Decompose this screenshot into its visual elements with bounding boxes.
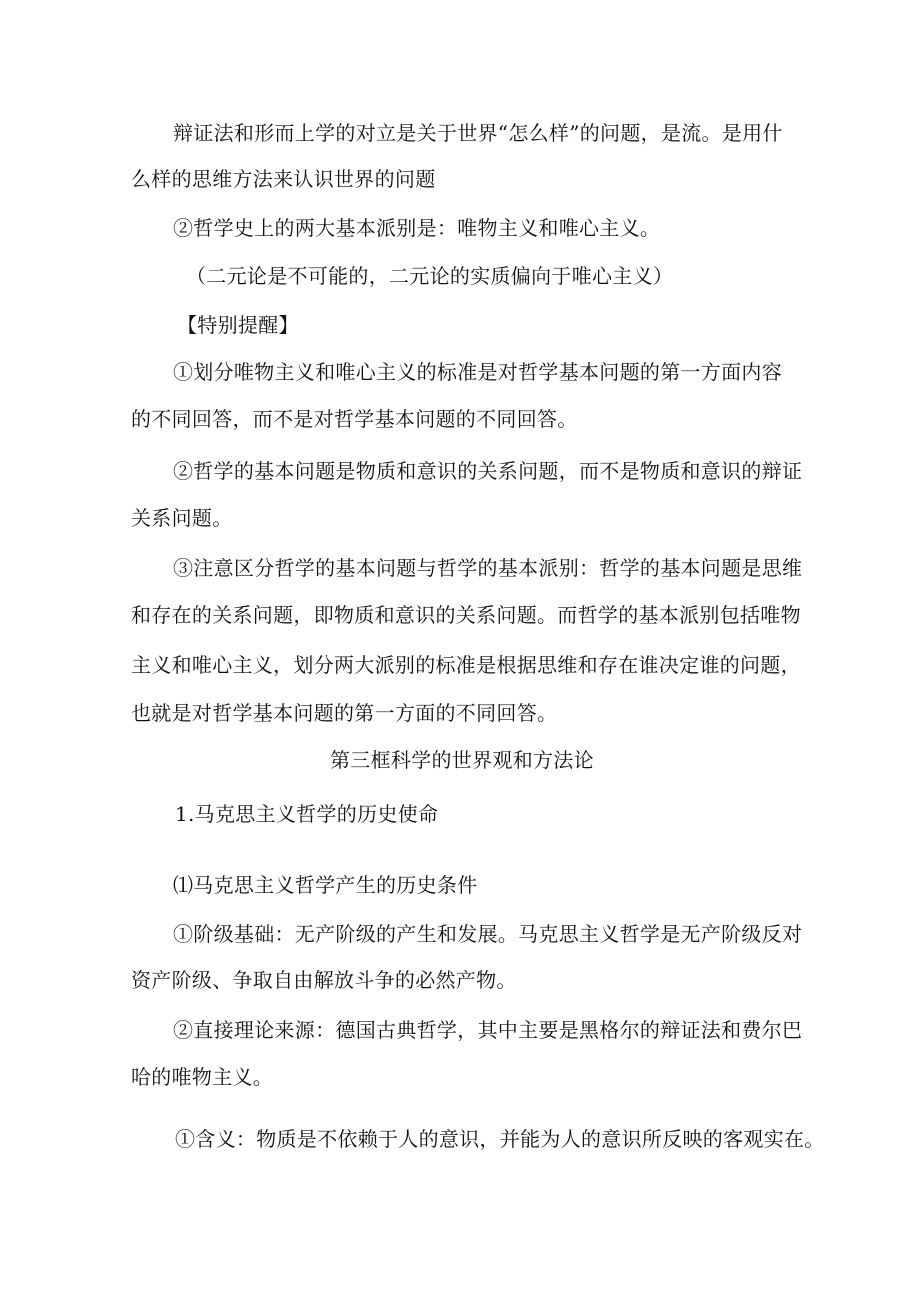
text-line-3: ②哲学史上的两大基本派别是：唯物主义和唯心主义。 [173,216,661,240]
text-line-21: ①含义：物质是不依赖于人的意识，并能为人的意识所反映的客观实在。 [175,1127,825,1151]
text-line-7: 的不同回答，而不是对哲学基本问题的不同回答。 [131,407,578,431]
text-line-1: 辩证法和形而上学的对立是关于世界“怎么样”的问题，是流。是用什 [173,121,783,145]
text-line-2: 么样的思维方法来认识世界的问题 [131,167,436,191]
text-line-20: 哈的唯物主义。 [131,1065,274,1089]
text-line-13: 也就是对哲学基本问题的第一方面的不同回答。 [131,701,558,725]
text-line-8: ②哲学的基本问题是物质和意识的关系问题，而不是物质和意识的辩证 [173,459,803,483]
subsection-heading: 1.马克思主义哲学的历史使命 [175,802,439,826]
text-line-11: 和存在的关系问题，即物质和意识的关系问题。而哲学的基本派别包括唯物 [131,603,801,627]
text-line-17: ①阶级基础：无产阶级的产生和发展。马克思主义哲学是无产阶级反对 [173,922,803,946]
text-line-10: ③注意区分哲学的基本问题与哲学的基本派别：哲学的基本问题是思维 [173,556,803,580]
text-line-18: 资产阶级、争取自由解放斗争的必然产物。 [131,968,517,992]
subsection-item-heading: ⑴马克思主义哲学产生的历史条件 [173,873,478,897]
text-line-12: 主义和唯心主义，划分两大派别的标准是根据思维和存在谁决定谁的问题， [131,653,801,677]
section-title: 第三框科学的世界观和方法论 [330,748,594,772]
text-line-9: 关系问题。 [131,506,233,530]
text-line-19: ②直接理论来源：德国古典哲学，其中主要是黑格尔的辩证法和费尔巴 [173,1018,803,1042]
special-reminder-heading: 【特别提醒】 [177,313,299,337]
text-line-6: ①划分唯物主义和唯心主义的标准是对哲学基本问题的第一方面内容 [173,360,782,384]
text-line-4: （二元论是不可能的，二元论的实质偏向于唯心主义） [186,264,674,288]
